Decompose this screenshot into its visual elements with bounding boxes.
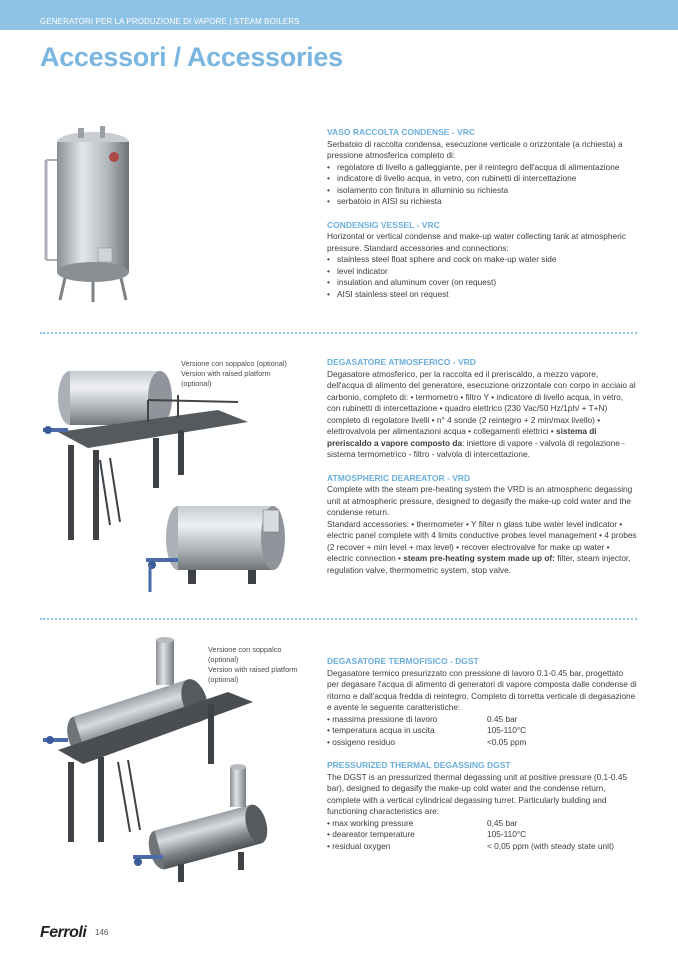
dgst-caption-en-optional: (optional) <box>208 675 239 684</box>
list-item: • indicatore di livello acqua, in vetro, con rubinetti di intercettazione <box>327 173 637 185</box>
vrd-en-accessories: Standard accessories: • thermometer • Y filter n glass tube water level indicator • electric panel complete with 4 limits conductive probes level management • 4 probes (2 recover + min level + max level) • recover electrovalve for make up water • electric connection • steam pre-heating system made up of: filter, steam injector, regulation valve, thermometric system, stop valve. <box>327 518 637 575</box>
section-divider <box>40 618 637 620</box>
vrc-vessel-illustration <box>38 120 138 310</box>
dgst-section <box>327 656 637 852</box>
header-band <box>0 0 678 30</box>
vrc-it-list <box>327 162 637 208</box>
header-band-text: GENERATORI PER LA PRODUZIONE DI VAPORE | STEAM BOILERS <box>40 17 300 26</box>
vrc-en-text: Horizontal or vertical condense and make-up water collecting tank at atmospheric pressure. Standard accessories and connections: <box>327 231 626 253</box>
table-row: • deareator temperature 105-110°C <box>327 829 527 839</box>
dgst-it-specs <box>327 714 637 749</box>
vrd-it-text: Degasatore atmosferico, per la raccolta ed il preriscaldo, a mezzo vapore, dell'acqua di alimento del generatore, esecuzione orizzontale con corpo in acciaio al carbonio, completo di: • termometro • filtro Y • indicatore di livello acqua, in vetro, con rubinetti di intercettazione • quadro elettrico (230 Vac/50 Hz/1ph/ + T+N) completo di regolatore livelli • n° 4 sonde (2 reintegro + 2 min/max livello) • elettrovalvola per alimentazioni acqua • collegamenti elettrici • sistema di preriscaldo a vapore composto da: iniettore di vapore - valvola di regolazione - sistema termometrico - filtro - valvola di intercettazione. <box>327 368 636 459</box>
vrd-en-text: Complete with the steam pre-heating system the VRD is an atmospheric degassing unit at atmospheric pressure, designed to degasify the make-up cold water and the condense return. <box>327 484 633 517</box>
vrd-en-title: ATMOSPHERIC DEAREATOR - VRD <box>327 472 471 483</box>
vrd-en-bold: steam pre-heating system made up of: <box>403 553 555 563</box>
section-divider <box>40 332 637 334</box>
vrd-caption-it: Versione con soppalco (optional) <box>181 359 287 368</box>
vrd-section <box>327 357 637 576</box>
vrd-caption <box>181 359 287 389</box>
vrd-deaerator-illustration <box>38 360 293 600</box>
list-item: • AISI stainless steel on request <box>327 289 637 301</box>
dgst-caption <box>208 645 298 685</box>
list-item: • regolatore di livello a galleggiante, per il reintegro dell'acqua di alimentazione <box>327 162 637 174</box>
list-item: • level indicator <box>327 266 637 278</box>
vrc-en-list <box>327 254 637 300</box>
dgst-caption-it: Versione con soppalco <box>208 645 282 654</box>
vrc-section <box>327 127 637 300</box>
dgst-en-text: The DGST is an pressurized thermal degassing unit at positive pressure (0.1-0.45 bar), designed to degasify the make-up cold water and the condense return, complete with a vertical cylindrical degassing turret. Particularly building and functioning characteristics are: <box>327 771 628 816</box>
vrc-it-text: Serbatoio di raccolta condensa, esecuzione verticale o orizzontale (a richiesta) a pressione atmosferica completo di: <box>327 138 623 160</box>
ferroli-logo: Ferroli <box>40 924 87 941</box>
page-title: Accessori / Accessories <box>40 42 343 72</box>
list-item: • serbatoio in AISI su richiesta <box>327 196 637 208</box>
dgst-en-title: PRESSURIZED THERMAL DEGASSING DGST <box>327 760 511 770</box>
list-item: • insulation and aluminum cover (on request) <box>327 277 637 289</box>
dgst-it-title: DEGASATORE TERMOFISICO - DGST <box>327 656 479 666</box>
vrd-it-bold: sistema di preriscaldo a vapore composto da <box>327 426 597 448</box>
list-item: • stainless steel float sphere and cock on make-up water side <box>327 254 637 266</box>
vrc-en-title: CONDENSIG VESSEL - VRC <box>327 219 440 230</box>
vrc-it-title: VASO RACCOLTA CONDENSE - VRC <box>327 127 475 137</box>
table-row: • max working pressure 0,45 bar <box>327 817 518 828</box>
dgst-it-text: Degasatore termico presurizzato con pressione di lavoro 0.1-0.45 bar, progettato per degasare l'acqua di alimento di generatori di vapore composta dalle condense di ritorno e dall'acqua fredda di reintegro. Completo di torretta verticale di degasazione e avente le seguente caratteristiche: <box>327 667 637 712</box>
vrd-caption-en: Version with raised platform <box>181 369 271 378</box>
dgst-caption-en: Version with raised platform <box>208 665 298 674</box>
table-row: • residual oxygen < 0,05 ppm (with steady state unit) <box>327 840 615 851</box>
dgst-caption-it-optional: (optional) <box>208 655 239 664</box>
table-row: • temperatura acqua in uscita 105-110°C <box>327 725 527 735</box>
vrd-it-title: DEGASATORE ATMOSFERICO - VRD <box>327 357 476 367</box>
vrd-caption-optional: (optional) <box>181 379 212 388</box>
table-row: • ossigeno residuo <0.05 ppm <box>327 736 527 747</box>
list-item: • isolamento con finitura in alluminio su richiesta <box>327 185 637 197</box>
dgst-en-specs <box>327 818 637 853</box>
page-number: 146 <box>95 928 109 937</box>
table-row: • massima pressione di lavoro 0.45 bar <box>327 713 518 724</box>
